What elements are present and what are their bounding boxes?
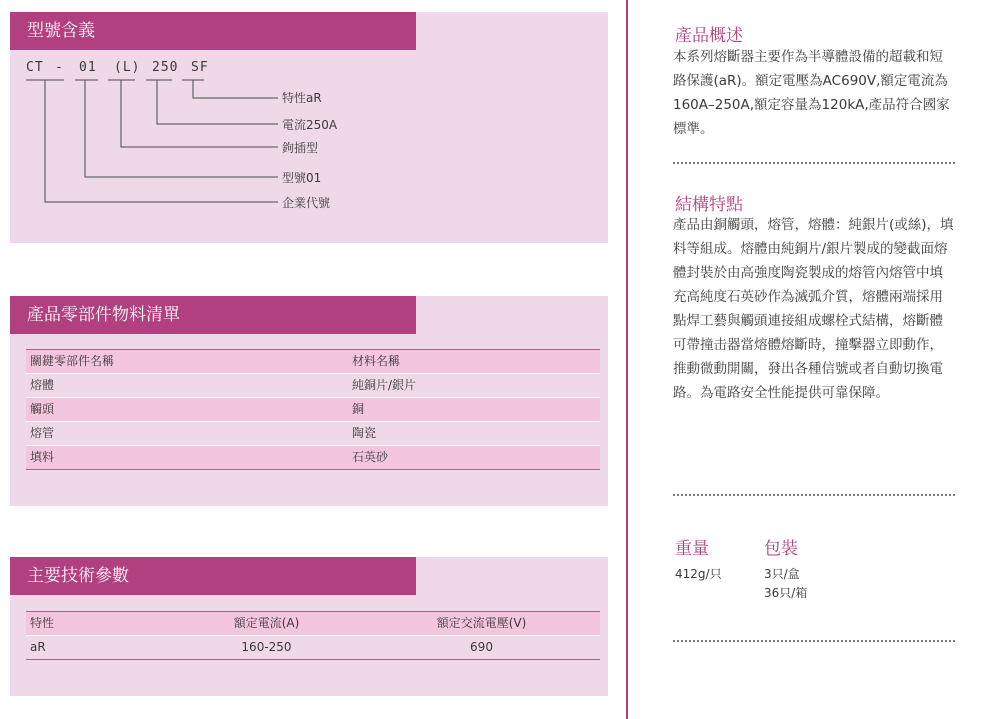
overview-title: 產品概述	[675, 26, 743, 46]
tech-params-table	[26, 611, 600, 660]
code-part-feature: SF	[191, 60, 209, 75]
column-header: 額定電流(A)	[170, 612, 359, 636]
parts-list-title: 產品零部件物料清單	[10, 296, 416, 334]
packaging-value: 36只/箱	[764, 586, 808, 600]
label-feature: 特性aR	[282, 91, 322, 105]
table-cell: aR	[26, 636, 170, 660]
code-part-company: CT	[26, 60, 44, 75]
column-header: 材料名稱	[348, 350, 600, 374]
table-header-row	[26, 350, 600, 374]
code-part-current: 250	[152, 60, 179, 75]
parts-list-panel	[10, 296, 608, 506]
table-cell: 熔管	[26, 422, 348, 446]
packaging-title: 包裝	[764, 539, 798, 559]
code-separator: -	[55, 60, 63, 75]
table-cell: 純銅片/銀片	[348, 374, 600, 398]
label-current: 電流250A	[282, 118, 338, 132]
code-part-model: 01	[79, 60, 97, 75]
model-meaning-title: 型號含義	[10, 12, 416, 50]
packaging-value: 3只/盒	[764, 567, 800, 581]
table-row	[26, 398, 600, 422]
table-header-row	[26, 612, 600, 636]
table-cell: 熔體	[26, 374, 348, 398]
table-row	[26, 422, 600, 446]
overview-text: 本系列熔斷器主要作為半導體設備的超載和短路保護(aR)。額定電壓為AC690V,額定電流為160A–250A,額定容量為120kA,產品符合國家標準。	[673, 49, 950, 137]
table-cell: 160-250	[170, 636, 359, 660]
dotted-divider	[673, 162, 955, 164]
table-row	[26, 374, 600, 398]
column-header: 額定交流電壓(V)	[359, 612, 600, 636]
table-cell: 觸頭	[26, 398, 348, 422]
table-cell: 填料	[26, 446, 348, 470]
table-row	[26, 446, 600, 470]
table-row	[26, 636, 600, 660]
structure-text: 產品由銅觸頭，熔管，熔體：純銀片(或絲)，填料等組成。熔體由純銅片/銀片製成的變截面熔體封裝於由高強度陶瓷製成的熔管內熔管中填充高純度石英砂作為滅弧介質，熔體兩端採用點焊工藝與觸頭連接組成螺栓式結構，熔斷體可帶撞击器當熔體熔斷時，撞擊器立即動作，推動微動開關，發出各種信號或者自動切換電路。為電路安全性能提供可靠保障。	[673, 217, 954, 401]
weight-value: 412g/只	[675, 567, 722, 581]
code-part-type: (L)	[114, 60, 141, 75]
tech-params-title: 主要技術參數	[10, 557, 416, 595]
tech-params-panel	[10, 557, 608, 696]
label-model: 型號01	[282, 171, 322, 185]
column-divider	[626, 0, 628, 719]
column-header: 特性	[26, 612, 170, 636]
table-cell: 陶瓷	[348, 422, 600, 446]
label-company: 企業代號	[282, 196, 331, 210]
weight-title: 重量	[675, 539, 709, 559]
structure-title: 結構特點	[675, 195, 743, 215]
table-cell: 690	[359, 636, 600, 660]
table-cell: 石英砂	[348, 446, 600, 470]
parts-table	[26, 349, 600, 470]
dotted-divider	[673, 494, 955, 496]
label-type: 鉤插型	[282, 141, 319, 155]
model-meaning-panel	[10, 12, 608, 243]
dotted-divider	[673, 640, 955, 642]
table-cell: 銅	[348, 398, 600, 422]
column-header: 關鍵零部件名稱	[26, 350, 348, 374]
